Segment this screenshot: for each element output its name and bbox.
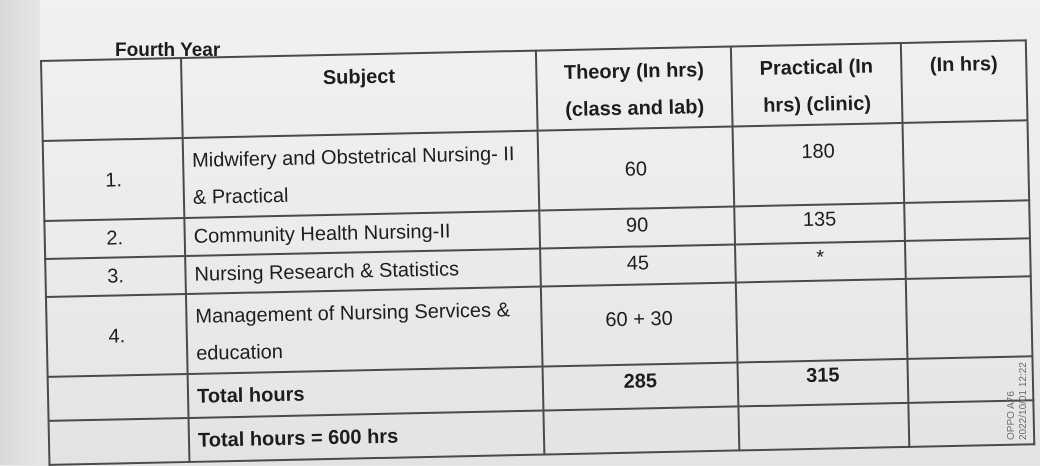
totals-theory: 285 bbox=[543, 362, 739, 410]
row-theory: 60 + 30 bbox=[541, 282, 738, 366]
table-caption: Fourth Year bbox=[115, 40, 221, 61]
header-serial bbox=[41, 58, 183, 141]
row-subject: Community Health Nursing-II bbox=[184, 211, 540, 256]
row-subject: Midwifery and Obstetrical Nursing- II & Practical bbox=[183, 131, 540, 218]
header-practical: Practical (In hrs) (clinic) bbox=[731, 43, 903, 127]
grand-total-serial bbox=[49, 418, 190, 465]
row-extra bbox=[906, 276, 1033, 359]
totals-practical: 315 bbox=[737, 359, 908, 407]
row-extra bbox=[904, 200, 1030, 241]
totals-serial bbox=[48, 374, 189, 421]
grand-total-theory bbox=[543, 406, 739, 454]
row-theory: 90 bbox=[539, 206, 735, 248]
row-theory: 60 bbox=[538, 127, 735, 211]
row-practical: 180 bbox=[733, 123, 905, 207]
watermark-device: OPPO A76 bbox=[1006, 391, 1017, 440]
header-theory: Theory (In hrs) (class and lab) bbox=[536, 47, 733, 131]
row-subject: Management of Nursing Services & education bbox=[186, 287, 543, 374]
row-number: 4. bbox=[46, 294, 188, 377]
camera-watermark bbox=[1006, 362, 1030, 440]
header-extra-hours: (In hrs) bbox=[901, 40, 1028, 123]
row-subject: Nursing Research & Statistics bbox=[185, 249, 541, 294]
row-extra bbox=[905, 238, 1031, 279]
syllabus-table bbox=[40, 39, 1035, 466]
row-number: 2. bbox=[44, 218, 185, 259]
row-number: 3. bbox=[45, 256, 186, 297]
totals-label: Total hours bbox=[188, 367, 544, 418]
row-theory: 45 bbox=[540, 244, 736, 286]
row-practical: * bbox=[735, 241, 906, 283]
row-practical: 135 bbox=[734, 203, 905, 245]
row-practical bbox=[736, 279, 908, 363]
grand-total-label: Total hours = 600 hrs bbox=[189, 411, 545, 462]
row-number: 1. bbox=[43, 138, 185, 221]
grand-total-practical bbox=[738, 403, 909, 451]
row-extra bbox=[903, 120, 1030, 203]
header-subject: Subject bbox=[181, 51, 538, 138]
watermark-timestamp: 2022/10/01 12:22 bbox=[1018, 362, 1029, 440]
binder-edge bbox=[0, 0, 40, 465]
